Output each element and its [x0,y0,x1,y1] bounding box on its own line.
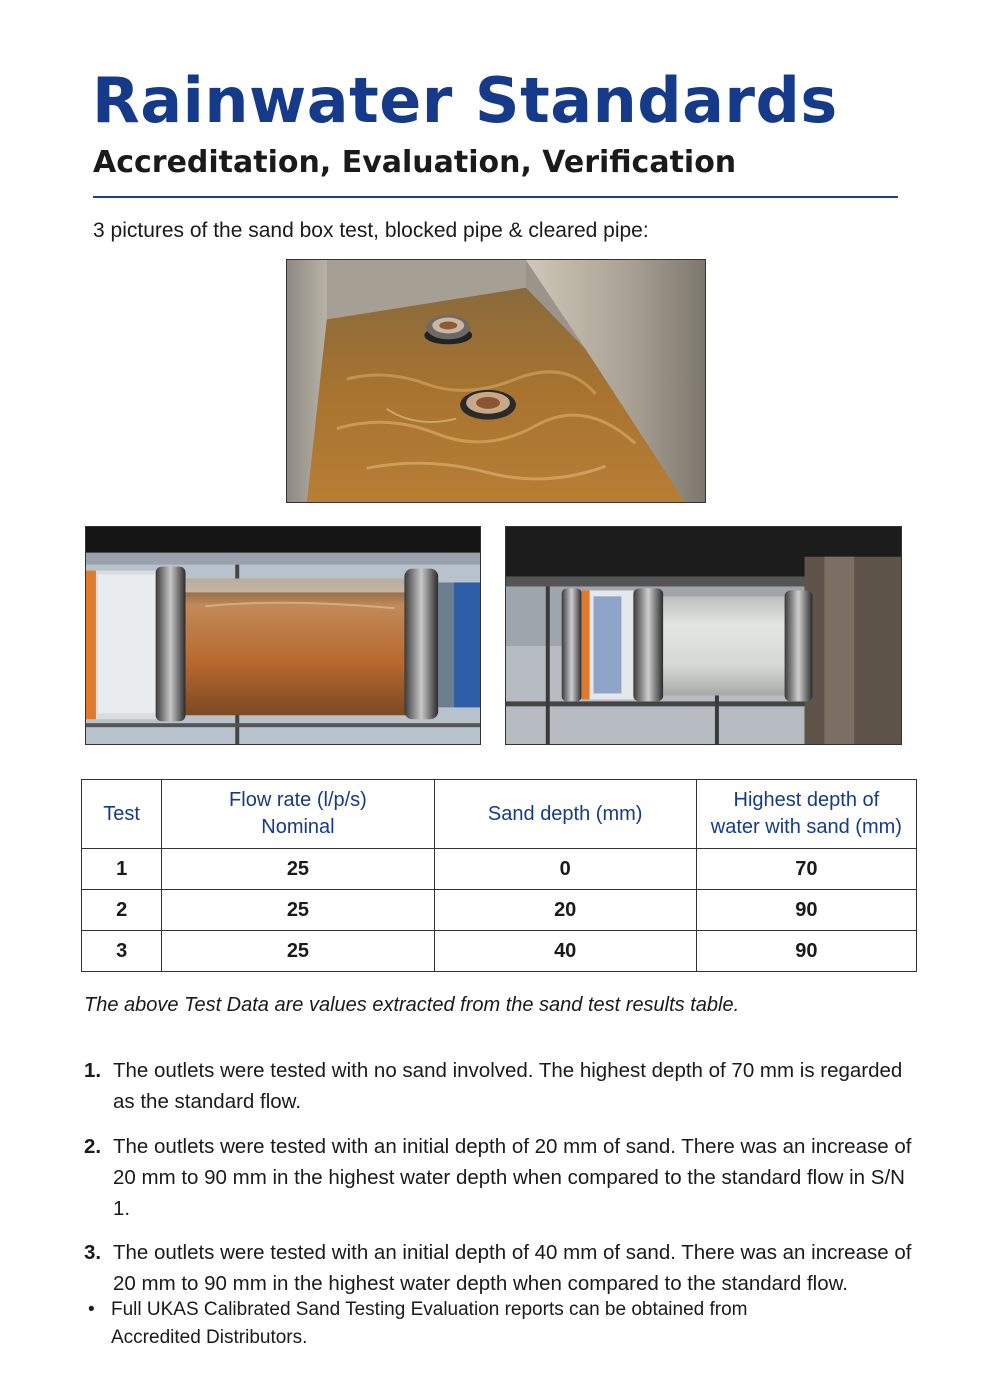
cell-highest-depth: 90 [696,890,916,931]
header-flow-rate-label: Flow rate (l/p/s) Nominal [229,789,367,838]
list-text: The outlets were tested with an initial depth of 40 mm of sand. There was an increase of 20 mm to 90 mm in the highest water depth when compared to the standard flow. [113,1241,912,1295]
list-number: 2. [84,1135,102,1158]
sand-box-test-photo [286,259,706,503]
list-item [84,1237,914,1299]
header-test: Test [82,780,162,849]
table-row [82,931,917,972]
page-title: Rainwater Standards [92,64,838,137]
list-text: The outlets were tested with an initial depth of 20 mm of sand. There was an increase of 20 mm to 90 mm in the highest water depth when compared to the standard flow in S/N 1. [113,1135,912,1220]
list-number: 1. [84,1059,102,1082]
table-row [82,890,917,931]
list-item [84,1131,914,1224]
cell-highest-depth: 70 [696,849,916,890]
header-highest-depth-label: Highest depth of water with sand (mm) [710,789,902,838]
header-flow-rate [162,780,434,849]
cell-flow-rate: 25 [162,931,434,972]
cell-highest-depth: 90 [696,931,916,972]
table-row [82,849,917,890]
reports-note-line1: Full UKAS Calibrated Sand Testing Evaluation reports can be obtained from [111,1299,748,1320]
cell-test: 1 [82,849,162,890]
header-highest-depth [696,780,916,849]
header-sand-depth: Sand depth (mm) [434,780,696,849]
cell-sand-depth: 40 [434,931,696,972]
reports-note [88,1296,911,1352]
cell-test: 3 [82,931,162,972]
findings-list [84,1055,914,1313]
cell-flow-rate: 25 [162,849,434,890]
cell-test: 2 [82,890,162,931]
cell-sand-depth: 0 [434,849,696,890]
table-header-row [82,780,917,849]
reports-note-line2: Accredited Distributors. [111,1327,308,1348]
page-subtitle: Accreditation, Evaluation, Verification [93,145,737,180]
list-number: 3. [84,1241,102,1264]
bullet-icon: • [88,1299,95,1320]
header-divider [93,196,898,198]
list-text: The outlets were tested with no sand involved. The highest depth of 70 mm is regarded as the standard flow. [113,1059,903,1113]
blocked-pipe-photo [85,526,481,745]
sand-test-table [81,779,917,972]
cleared-pipe-photo [505,526,902,745]
list-item [84,1055,914,1117]
table-note: The above Test Data are values extracted from the sand test results table. [84,994,740,1016]
cell-sand-depth: 20 [434,890,696,931]
photos-intro: 3 pictures of the sand box test, blocked pipe & cleared pipe: [93,219,649,242]
cell-flow-rate: 25 [162,890,434,931]
